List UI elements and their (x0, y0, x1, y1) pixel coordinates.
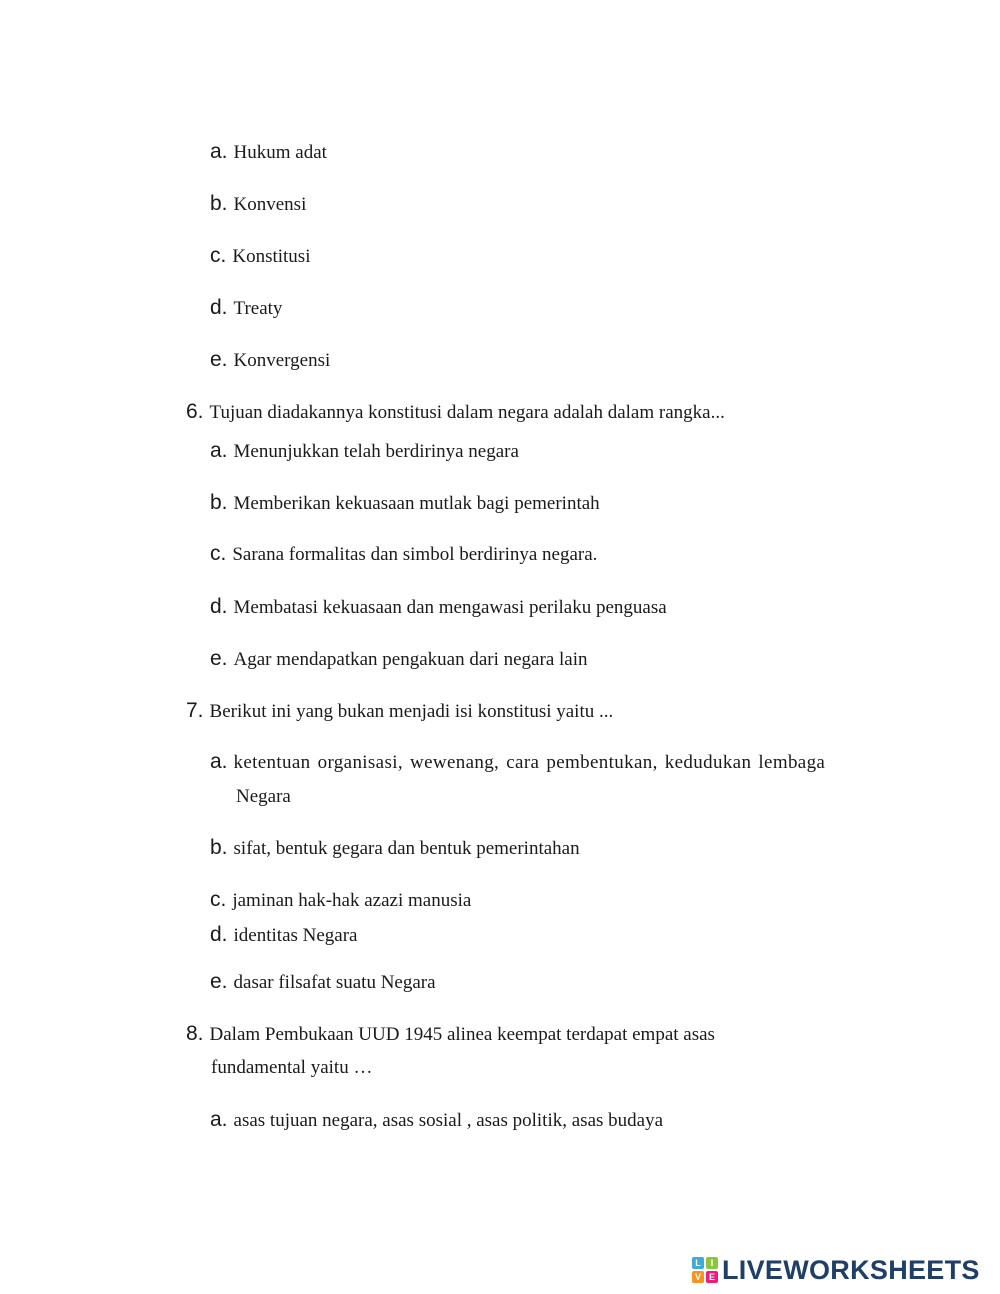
option-text: Sarana formalitas dan simbol berdirinya negara. (232, 544, 598, 565)
option-marker: b. (210, 192, 228, 215)
q7-option-e (210, 971, 436, 994)
option-text: Konvensi (233, 194, 307, 215)
option-marker: a. (210, 750, 228, 773)
q6-option-d (210, 596, 667, 619)
question-text: Dalam Pembukaan UUD 1945 alinea keempat terdapat empat asas (209, 1024, 715, 1045)
q6-option-a (210, 440, 519, 463)
option-text: identitas Negara (233, 925, 358, 946)
question-text: Berikut ini yang bukan menjadi isi konstitusi yaitu ... (209, 701, 614, 722)
q7-option-a (210, 751, 825, 774)
option-text: Menunjukkan telah berdirinya negara (233, 441, 519, 462)
option-marker: b. (210, 491, 228, 514)
q5-option-b (210, 193, 306, 216)
option-text: ketentuan organisasi, wewenang, cara pembentukan, kedudukan lembaga (233, 752, 826, 773)
option-text: Konstitusi (232, 246, 311, 267)
q5-option-c (210, 245, 310, 268)
logo-cell: L (692, 1257, 704, 1269)
option-marker: d. (210, 923, 228, 946)
option-marker: a. (210, 140, 228, 163)
option-marker: e. (210, 348, 228, 371)
option-text: sifat, bentuk gegara dan bentuk pemerintahan (233, 838, 580, 859)
logo-cell: E (706, 1271, 718, 1283)
option-text: jaminan hak-hak azazi manusia (232, 890, 472, 911)
option-marker: d. (210, 296, 228, 319)
q7-option-a-continuation: Negara (236, 786, 291, 807)
q7-option-d (210, 924, 358, 947)
q6-option-c (210, 543, 597, 566)
question-number: 6. (186, 400, 204, 423)
option-marker: a. (210, 439, 228, 462)
liveworksheets-logo (692, 1255, 980, 1285)
q7-option-c (210, 889, 471, 912)
q5-option-d (210, 297, 282, 320)
logo-text: LIVEWORKSHEETS (722, 1254, 980, 1285)
option-text: Membatasi kekuasaan dan mengawasi perilaku penguasa (233, 597, 667, 618)
q5-option-a (210, 141, 327, 164)
question-text: Tujuan diadakannya konstitusi dalam negara adalah dalam rangka... (209, 402, 725, 423)
q8-question (186, 1023, 715, 1046)
q5-option-e (210, 349, 330, 372)
option-marker: e. (210, 970, 228, 993)
option-text: Memberikan kekuasaan mutlak bagi pemerintah (233, 493, 600, 514)
option-marker: a. (210, 1108, 228, 1131)
q8-option-a (210, 1109, 663, 1132)
q6-option-b (210, 492, 600, 515)
option-marker: b. (210, 836, 228, 859)
q6-option-e (210, 648, 588, 671)
option-text: Treaty (233, 298, 283, 319)
option-marker: c. (210, 244, 227, 267)
q6-question (186, 401, 725, 424)
option-text: asas tujuan negara, asas sosial , asas politik, asas budaya (233, 1110, 664, 1131)
logo-cell: V (692, 1271, 704, 1283)
question-number: 8. (186, 1022, 204, 1045)
q8-question-continuation: fundamental yaitu … (211, 1057, 373, 1078)
option-marker: c. (210, 542, 227, 565)
option-text: dasar filsafat suatu Negara (233, 972, 436, 993)
option-marker: c. (210, 888, 227, 911)
option-text: Konvergensi (233, 350, 331, 371)
option-marker: e. (210, 647, 228, 670)
question-number: 7. (186, 699, 204, 722)
option-text: Hukum adat (233, 142, 327, 163)
logo-mark-icon (692, 1257, 718, 1283)
option-text: Agar mendapatkan pengakuan dari negara lain (233, 649, 588, 670)
option-marker: d. (210, 595, 228, 618)
logo-cell: I (706, 1257, 718, 1269)
q7-option-b (210, 837, 580, 860)
q7-question (186, 700, 613, 723)
